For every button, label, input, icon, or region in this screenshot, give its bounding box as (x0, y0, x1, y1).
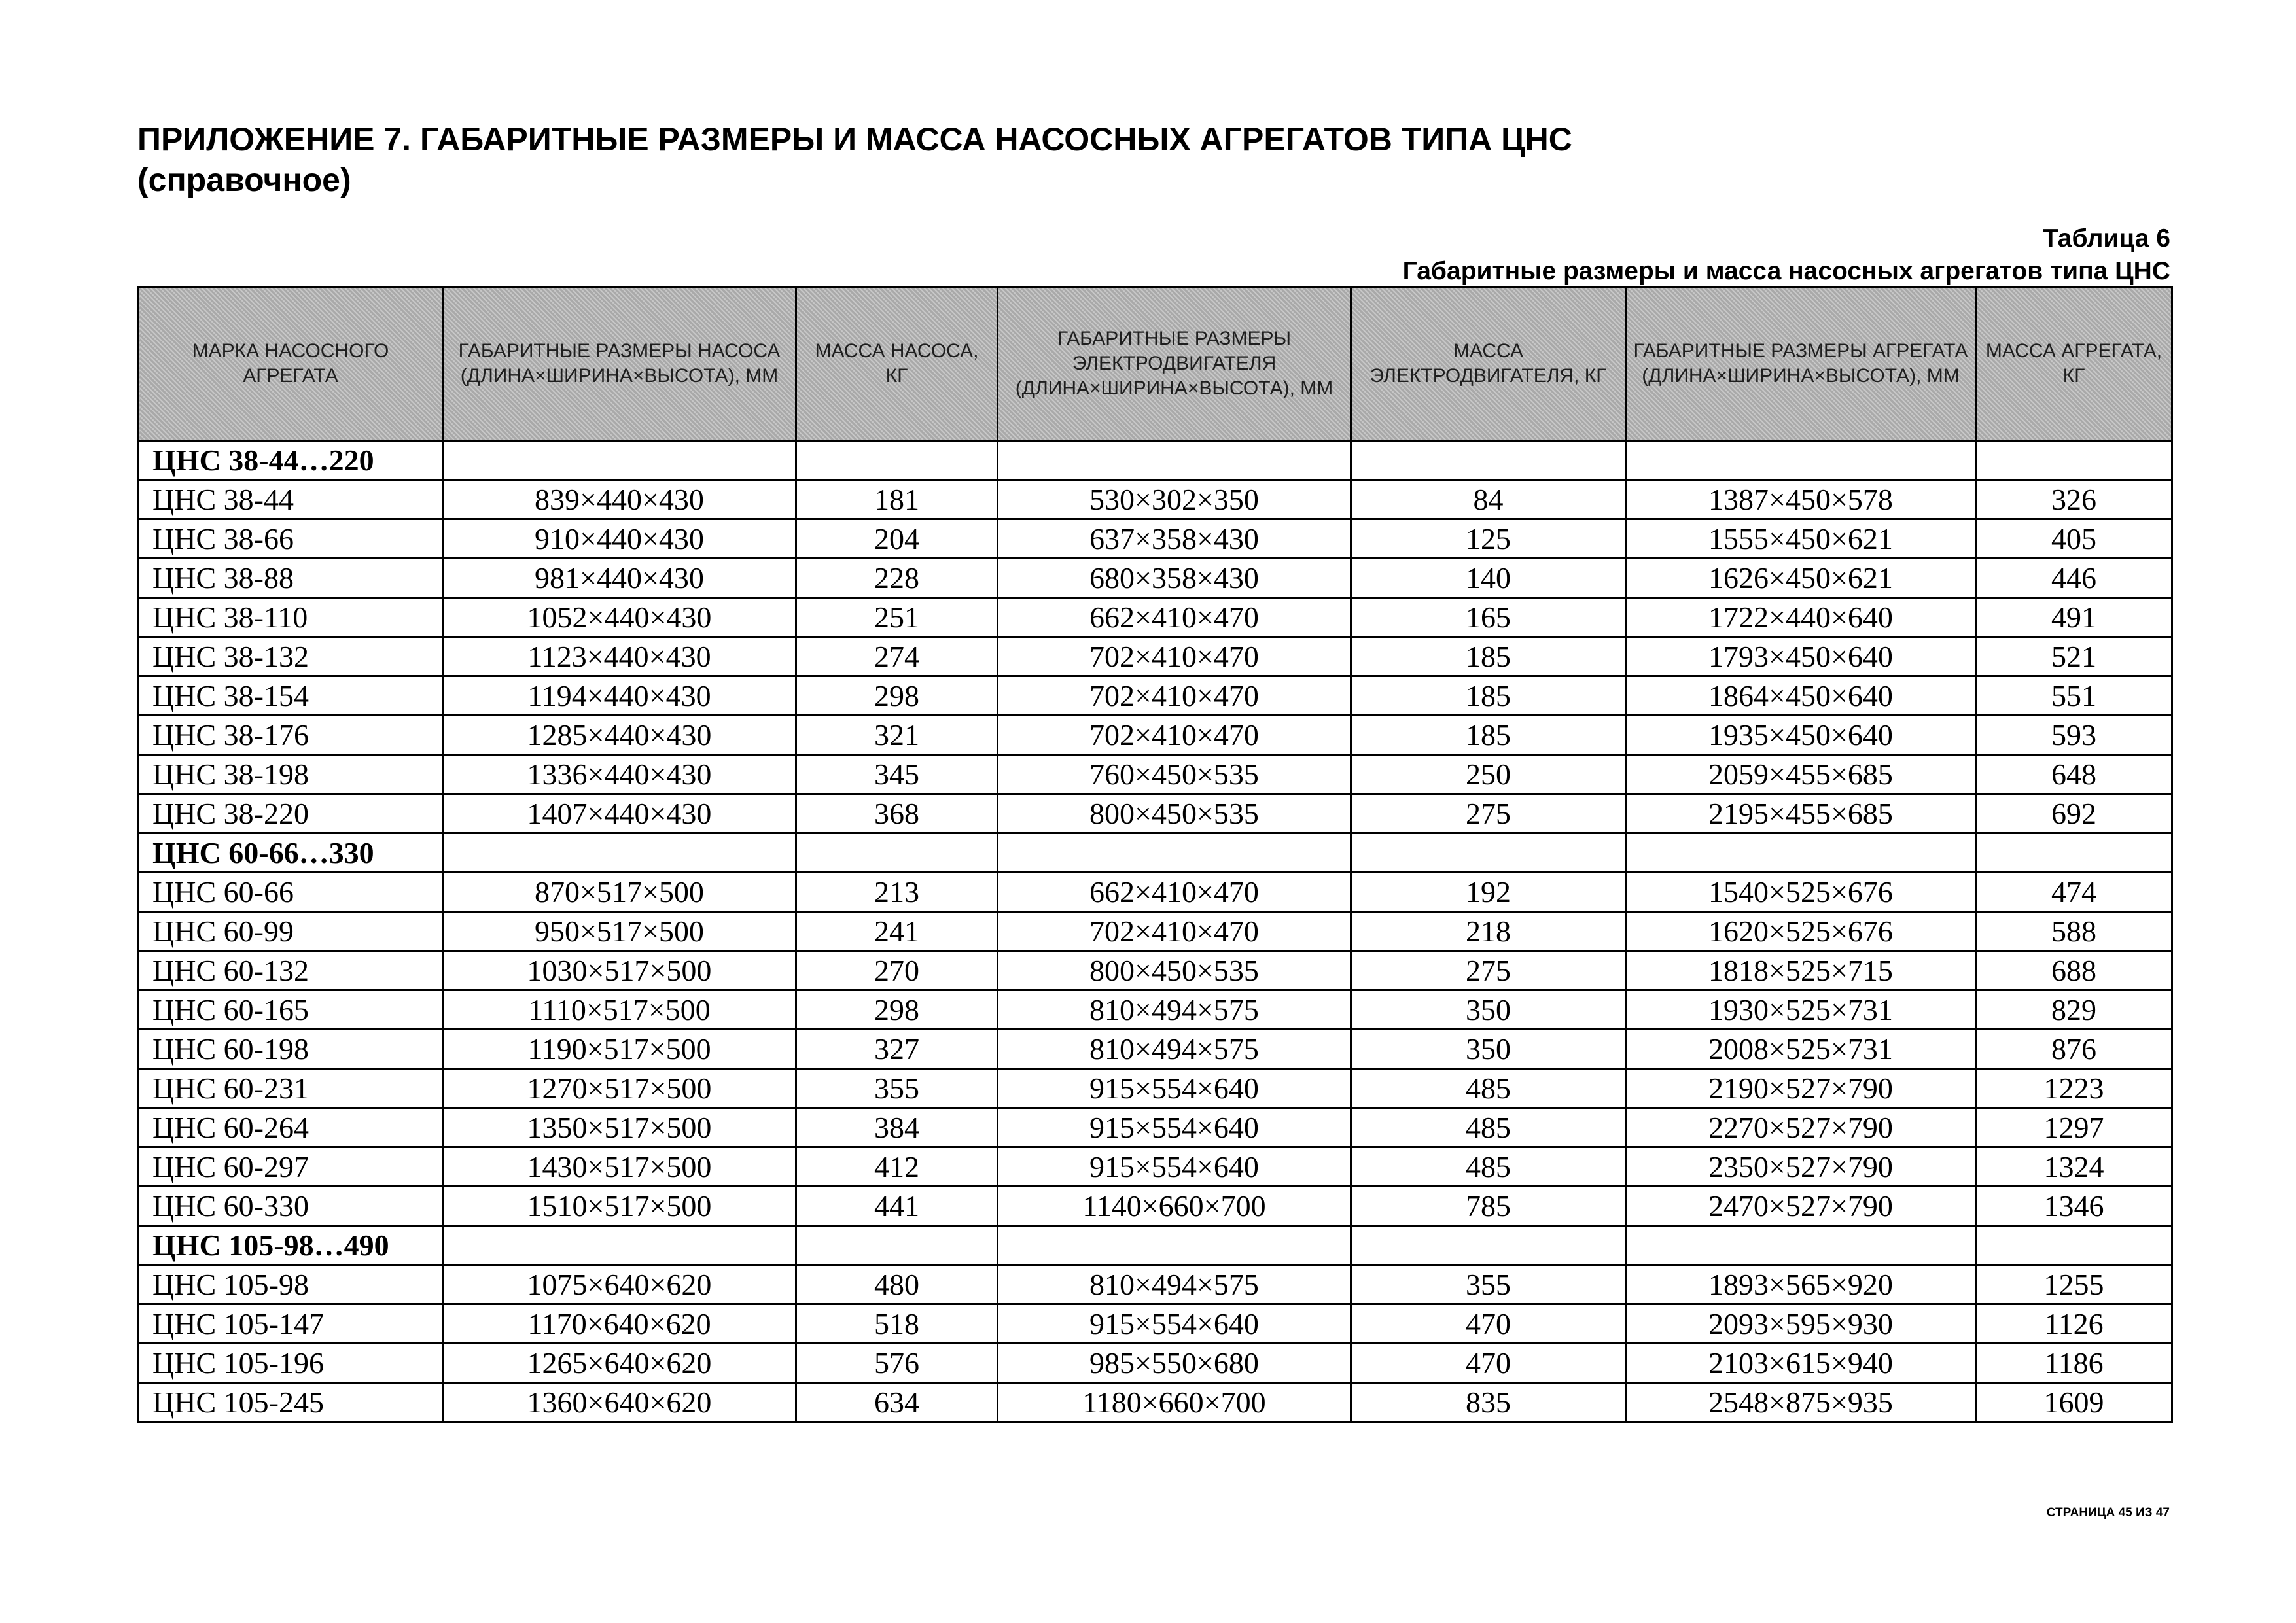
pump-dimensions-cell: 1190×517×500 (443, 1030, 796, 1069)
pump-mass-cell: 241 (796, 912, 998, 951)
unit-dimensions-cell: 1893×565×920 (1626, 1265, 1976, 1304)
motor-mass-cell (1351, 833, 1626, 873)
motor-mass-cell: 485 (1351, 1108, 1626, 1147)
pump-mass-cell: 270 (796, 951, 998, 990)
col-header-model: МАРКА НАСОСНОГО АГРЕГАТА (139, 287, 443, 441)
motor-mass-cell: 470 (1351, 1344, 1626, 1383)
pump-dimensions-cell: 1110×517×500 (443, 990, 796, 1030)
pump-dimensions-cell: 950×517×500 (443, 912, 796, 951)
table-caption: Габаритные размеры и масса насосных агрегатов типа ЦНС (1402, 257, 2170, 285)
unit-dimensions-cell: 1793×450×640 (1626, 637, 1976, 676)
pump-mass-cell: 251 (796, 598, 998, 637)
col-header-motor-mass: МАССА ЭЛЕКТРОДВИГАТЕЛЯ, КГ (1351, 287, 1626, 441)
table-row (139, 990, 2172, 1030)
model-cell: ЦНС 60-297 (139, 1147, 443, 1187)
motor-mass-cell: 355 (1351, 1265, 1626, 1304)
appendix-title (137, 119, 2166, 200)
motor-dimensions-cell: 680×358×430 (998, 559, 1351, 598)
pump-mass-cell: 181 (796, 480, 998, 519)
motor-dimensions-cell: 800×450×535 (998, 951, 1351, 990)
unit-mass-cell: 1609 (1976, 1383, 2172, 1422)
model-cell: ЦНС 105-245 (139, 1383, 443, 1422)
unit-mass-cell: 405 (1976, 519, 2172, 559)
pump-dimensions-cell: 1170×640×620 (443, 1304, 796, 1344)
pump-mass-cell: 298 (796, 676, 998, 716)
table-row (139, 1069, 2172, 1108)
pump-dimensions-cell: 910×440×430 (443, 519, 796, 559)
unit-mass-cell: 326 (1976, 480, 2172, 519)
unit-mass-cell: 648 (1976, 755, 2172, 794)
table-row (139, 676, 2172, 716)
model-cell: ЦНС 60-330 (139, 1187, 443, 1226)
unit-dimensions-cell: 1626×450×621 (1626, 559, 1976, 598)
unit-mass-cell: 1255 (1976, 1265, 2172, 1304)
unit-mass-cell: 491 (1976, 598, 2172, 637)
unit-dimensions-cell: 1555×450×621 (1626, 519, 1976, 559)
pump-mass-cell: 204 (796, 519, 998, 559)
motor-mass-cell: 275 (1351, 794, 1626, 833)
motor-mass-cell: 470 (1351, 1304, 1626, 1344)
unit-mass-cell: 688 (1976, 951, 2172, 990)
table-row (139, 951, 2172, 990)
page-number: СТРАНИЦА 45 ИЗ 47 (2046, 1506, 2170, 1520)
motor-dimensions-cell: 915×554×640 (998, 1304, 1351, 1344)
table-body (139, 441, 2172, 1422)
unit-mass-cell (1976, 1226, 2172, 1265)
model-cell: ЦНС 60-231 (139, 1069, 443, 1108)
pump-mass-cell: 327 (796, 1030, 998, 1069)
motor-dimensions-cell: 915×554×640 (998, 1069, 1351, 1108)
pump-dimensions-cell: 981×440×430 (443, 559, 796, 598)
col-header-unit-dimensions: ГАБАРИТНЫЕ РАЗМЕРЫ АГРЕГАТА (ДЛИНА×ШИРИНА×ВЫСОТА), ММ (1626, 287, 1976, 441)
pump-dimensions-cell (443, 1226, 796, 1265)
motor-mass-cell: 485 (1351, 1069, 1626, 1108)
pump-dimensions-cell: 1350×517×500 (443, 1108, 796, 1147)
pump-dimensions-cell: 839×440×430 (443, 480, 796, 519)
table-row (139, 1304, 2172, 1344)
unit-mass-cell: 876 (1976, 1030, 2172, 1069)
motor-mass-cell: 185 (1351, 676, 1626, 716)
unit-dimensions-cell: 2103×615×940 (1626, 1344, 1976, 1383)
pump-dimensions-cell: 1194×440×430 (443, 676, 796, 716)
pump-mass-cell: 634 (796, 1383, 998, 1422)
table-caption-block (1403, 222, 2170, 288)
pump-dimensions-cell: 1285×440×430 (443, 716, 796, 755)
table-row (139, 716, 2172, 755)
unit-mass-cell: 829 (1976, 990, 2172, 1030)
unit-mass-cell: 551 (1976, 676, 2172, 716)
motor-dimensions-cell: 530×302×350 (998, 480, 1351, 519)
unit-mass-cell (1976, 833, 2172, 873)
model-cell: ЦНС 105-98…490 (139, 1226, 443, 1265)
model-cell: ЦНС 38-44…220 (139, 441, 443, 480)
table-row (139, 637, 2172, 676)
pump-mass-cell: 345 (796, 755, 998, 794)
motor-dimensions-cell: 800×450×535 (998, 794, 1351, 833)
motor-dimensions-cell: 662×410×470 (998, 873, 1351, 912)
pump-mass-cell: 480 (796, 1265, 998, 1304)
unit-mass-cell: 521 (1976, 637, 2172, 676)
motor-dimensions-cell: 662×410×470 (998, 598, 1351, 637)
model-cell: ЦНС 38-110 (139, 598, 443, 637)
model-cell: ЦНС 38-154 (139, 676, 443, 716)
motor-mass-cell: 84 (1351, 480, 1626, 519)
motor-dimensions-cell: 810×494×575 (998, 1030, 1351, 1069)
model-cell: ЦНС 105-98 (139, 1265, 443, 1304)
unit-mass-cell: 1324 (1976, 1147, 2172, 1187)
pump-dimensions-cell: 1360×640×620 (443, 1383, 796, 1422)
table-row (139, 1265, 2172, 1304)
unit-dimensions-cell: 1864×450×640 (1626, 676, 1976, 716)
unit-dimensions-cell: 2548×875×935 (1626, 1383, 1976, 1422)
col-header-motor-dimensions: ГАБАРИТНЫЕ РАЗМЕРЫ ЭЛЕКТРОДВИГАТЕЛЯ (ДЛИНА×ШИРИНА×ВЫСОТА), ММ (998, 287, 1351, 441)
motor-dimensions-cell (998, 1226, 1351, 1265)
motor-mass-cell: 835 (1351, 1383, 1626, 1422)
motor-dimensions-cell (998, 833, 1351, 873)
table-row (139, 1030, 2172, 1069)
motor-dimensions-cell: 760×450×535 (998, 755, 1351, 794)
group-header-row (139, 833, 2172, 873)
unit-mass-cell: 1297 (1976, 1108, 2172, 1147)
motor-dimensions-cell: 915×554×640 (998, 1108, 1351, 1147)
motor-dimensions-cell: 702×410×470 (998, 912, 1351, 951)
table-row (139, 1344, 2172, 1383)
unit-dimensions-cell: 2093×595×930 (1626, 1304, 1976, 1344)
motor-dimensions-cell: 702×410×470 (998, 716, 1351, 755)
pump-mass-cell: 576 (796, 1344, 998, 1383)
unit-dimensions-cell (1626, 441, 1976, 480)
model-cell: ЦНС 38-88 (139, 559, 443, 598)
model-cell: ЦНС 60-99 (139, 912, 443, 951)
pump-mass-cell (796, 441, 998, 480)
model-cell: ЦНС 60-66…330 (139, 833, 443, 873)
unit-dimensions-cell: 2270×527×790 (1626, 1108, 1976, 1147)
model-cell: ЦНС 38-66 (139, 519, 443, 559)
pump-mass-cell (796, 1226, 998, 1265)
pump-mass-cell: 298 (796, 990, 998, 1030)
pump-mass-cell: 321 (796, 716, 998, 755)
motor-mass-cell (1351, 1226, 1626, 1265)
unit-mass-cell: 474 (1976, 873, 2172, 912)
pump-mass-cell: 274 (796, 637, 998, 676)
unit-dimensions-cell: 1540×525×676 (1626, 873, 1976, 912)
pump-mass-cell: 228 (796, 559, 998, 598)
motor-mass-cell: 785 (1351, 1187, 1626, 1226)
col-header-pump-mass: МАССА НАСОСА, КГ (796, 287, 998, 441)
pump-dimensions-cell (443, 833, 796, 873)
motor-dimensions-cell: 915×554×640 (998, 1147, 1351, 1187)
unit-mass-cell: 1223 (1976, 1069, 2172, 1108)
motor-mass-cell: 125 (1351, 519, 1626, 559)
motor-mass-cell: 140 (1351, 559, 1626, 598)
pump-dimensions-table (137, 286, 2173, 1423)
table-row (139, 559, 2172, 598)
pump-mass-cell: 368 (796, 794, 998, 833)
pump-dimensions-cell: 1430×517×500 (443, 1147, 796, 1187)
motor-mass-cell: 185 (1351, 716, 1626, 755)
unit-mass-cell: 1346 (1976, 1187, 2172, 1226)
unit-mass-cell: 1186 (1976, 1344, 2172, 1383)
model-cell: ЦНС 60-66 (139, 873, 443, 912)
pump-dimensions-cell: 1265×640×620 (443, 1344, 796, 1383)
motor-mass-cell: 192 (1351, 873, 1626, 912)
group-header-row (139, 1226, 2172, 1265)
pump-dimensions-cell: 1075×640×620 (443, 1265, 796, 1304)
motor-mass-cell: 165 (1351, 598, 1626, 637)
unit-dimensions-cell: 2350×527×790 (1626, 1147, 1976, 1187)
motor-mass-cell: 185 (1351, 637, 1626, 676)
unit-dimensions-cell: 1387×450×578 (1626, 480, 1976, 519)
model-cell: ЦНС 105-147 (139, 1304, 443, 1344)
pump-mass-cell: 355 (796, 1069, 998, 1108)
motor-mass-cell: 218 (1351, 912, 1626, 951)
unit-mass-cell: 692 (1976, 794, 2172, 833)
motor-dimensions-cell: 1180×660×700 (998, 1383, 1351, 1422)
unit-mass-cell: 1126 (1976, 1304, 2172, 1344)
unit-dimensions-cell: 2059×455×685 (1626, 755, 1976, 794)
unit-dimensions-cell (1626, 833, 1976, 873)
motor-mass-cell: 250 (1351, 755, 1626, 794)
table-row (139, 1147, 2172, 1187)
table-number: Таблица 6 (2042, 224, 2170, 253)
motor-dimensions-cell: 702×410×470 (998, 637, 1351, 676)
unit-dimensions-cell: 1935×450×640 (1626, 716, 1976, 755)
unit-dimensions-cell: 1620×525×676 (1626, 912, 1976, 951)
pump-dimensions-cell: 1123×440×430 (443, 637, 796, 676)
model-cell: ЦНС 60-198 (139, 1030, 443, 1069)
table-row (139, 519, 2172, 559)
unit-mass-cell (1976, 441, 2172, 480)
model-cell: ЦНС 38-132 (139, 637, 443, 676)
pump-dimensions-cell: 1407×440×430 (443, 794, 796, 833)
unit-mass-cell: 588 (1976, 912, 2172, 951)
table-row (139, 755, 2172, 794)
pump-mass-cell: 441 (796, 1187, 998, 1226)
group-header-row (139, 441, 2172, 480)
model-cell: ЦНС 60-132 (139, 951, 443, 990)
motor-mass-cell: 350 (1351, 990, 1626, 1030)
motor-dimensions-cell: 985×550×680 (998, 1344, 1351, 1383)
table-row (139, 598, 2172, 637)
unit-dimensions-cell: 2470×527×790 (1626, 1187, 1976, 1226)
table-row (139, 480, 2172, 519)
unit-dimensions-cell: 2190×527×790 (1626, 1069, 1976, 1108)
table-row (139, 1383, 2172, 1422)
model-cell: ЦНС 38-220 (139, 794, 443, 833)
pump-mass-cell: 412 (796, 1147, 998, 1187)
unit-dimensions-cell (1626, 1226, 1976, 1265)
col-header-unit-mass: МАССА АГРЕГАТА, КГ (1976, 287, 2172, 441)
appendix-title-line1: ПРИЛОЖЕНИЕ 7. ГАБАРИТНЫЕ РАЗМЕРЫ И МАССА НАСОСНЫХ АГРЕГАТОВ ТИПА ЦНС (137, 121, 1572, 158)
pump-dimensions-cell (443, 441, 796, 480)
model-cell: ЦНС 60-264 (139, 1108, 443, 1147)
table-row (139, 873, 2172, 912)
unit-mass-cell: 446 (1976, 559, 2172, 598)
model-cell: ЦНС 38-44 (139, 480, 443, 519)
pump-dimensions-cell: 1052×440×430 (443, 598, 796, 637)
unit-dimensions-cell: 1930×525×731 (1626, 990, 1976, 1030)
unit-dimensions-cell: 1818×525×715 (1626, 951, 1976, 990)
pump-dimensions-cell: 1510×517×500 (443, 1187, 796, 1226)
table-row (139, 1108, 2172, 1147)
motor-mass-cell: 350 (1351, 1030, 1626, 1069)
motor-dimensions-cell: 637×358×430 (998, 519, 1351, 559)
model-cell: ЦНС 38-176 (139, 716, 443, 755)
model-cell: ЦНС 105-196 (139, 1344, 443, 1383)
unit-dimensions-cell: 2008×525×731 (1626, 1030, 1976, 1069)
motor-dimensions-cell: 810×494×575 (998, 990, 1351, 1030)
unit-dimensions-cell: 1722×440×640 (1626, 598, 1976, 637)
unit-dimensions-cell: 2195×455×685 (1626, 794, 1976, 833)
motor-dimensions-cell: 702×410×470 (998, 676, 1351, 716)
pump-dimensions-cell: 870×517×500 (443, 873, 796, 912)
table-row (139, 1187, 2172, 1226)
col-header-pump-dimensions: ГАБАРИТНЫЕ РАЗМЕРЫ НАСОСА (ДЛИНА×ШИРИНА×ВЫСОТА), ММ (443, 287, 796, 441)
table-row (139, 794, 2172, 833)
table-row (139, 912, 2172, 951)
model-cell: ЦНС 38-198 (139, 755, 443, 794)
appendix-title-line2: (справочное) (137, 162, 351, 198)
pump-mass-cell (796, 833, 998, 873)
motor-mass-cell: 275 (1351, 951, 1626, 990)
motor-dimensions-cell: 810×494×575 (998, 1265, 1351, 1304)
pump-dimensions-cell: 1030×517×500 (443, 951, 796, 990)
motor-dimensions-cell: 1140×660×700 (998, 1187, 1351, 1226)
header-row (139, 287, 2172, 441)
pump-mass-cell: 213 (796, 873, 998, 912)
motor-mass-cell: 485 (1351, 1147, 1626, 1187)
pump-mass-cell: 518 (796, 1304, 998, 1344)
model-cell: ЦНС 60-165 (139, 990, 443, 1030)
motor-dimensions-cell (998, 441, 1351, 480)
unit-mass-cell: 593 (1976, 716, 2172, 755)
pump-mass-cell: 384 (796, 1108, 998, 1147)
pump-dimensions-cell: 1270×517×500 (443, 1069, 796, 1108)
pump-dimensions-cell: 1336×440×430 (443, 755, 796, 794)
motor-mass-cell (1351, 441, 1626, 480)
